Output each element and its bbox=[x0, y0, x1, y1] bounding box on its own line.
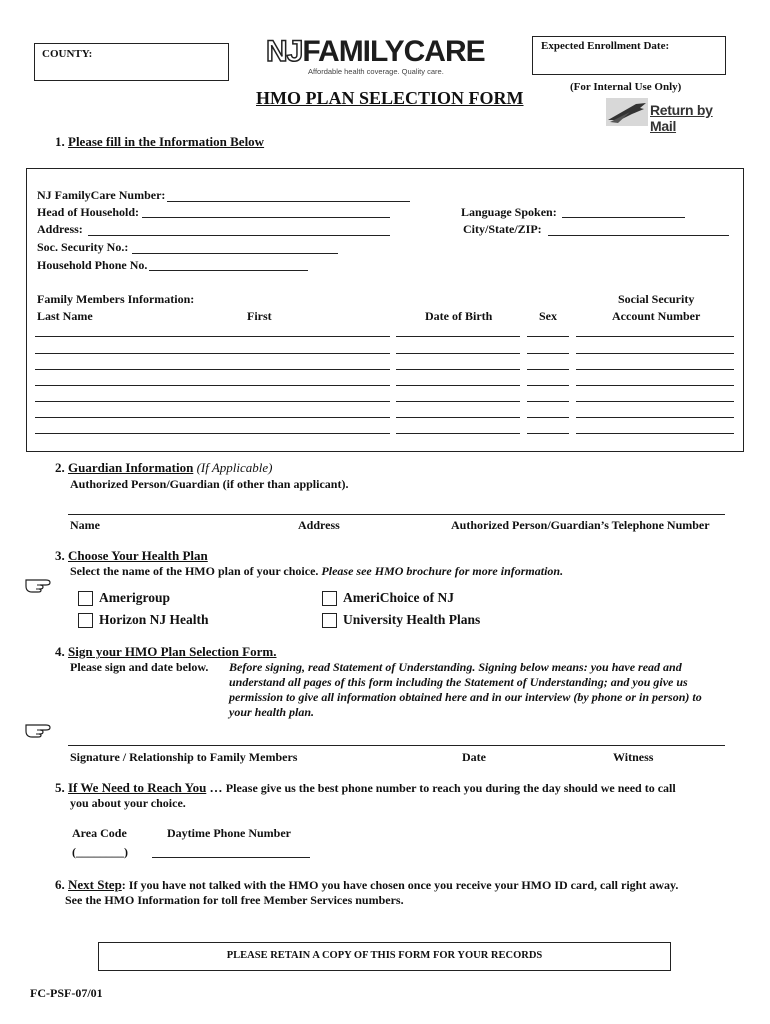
col-first: First bbox=[247, 309, 272, 323]
section1-heading bbox=[55, 134, 264, 150]
ssn-label: Soc. Security No.: bbox=[37, 240, 129, 254]
family-row-dob-line[interactable] bbox=[396, 401, 520, 402]
guardian-phone-label: Authorized Person/Guardian’s Telephone Number bbox=[451, 518, 710, 532]
internal-use-label: (For Internal Use Only) bbox=[570, 81, 682, 93]
section1-title: Please fill in the Information Below bbox=[68, 134, 265, 149]
guardian-line[interactable] bbox=[68, 514, 725, 515]
daytime-phone-line[interactable] bbox=[152, 857, 310, 858]
area-code-label: Area Code bbox=[72, 826, 127, 840]
family-row-sex-line[interactable] bbox=[527, 353, 569, 354]
family-row-last-first-line[interactable] bbox=[35, 433, 390, 434]
family-row-dob-line[interactable] bbox=[396, 385, 520, 386]
head-of-household-label: Head of Household: bbox=[37, 205, 140, 219]
col-sex: Sex bbox=[539, 309, 557, 323]
section4-number: 4. bbox=[55, 644, 65, 659]
expected-enrollment-label: Expected Enrollment Date: bbox=[541, 40, 670, 52]
city-state-zip-line[interactable] bbox=[548, 235, 729, 236]
statement-line-2: understand all pages of this form including the Statement of Understanding; and you give us bbox=[229, 675, 688, 689]
family-row-last-first-line[interactable] bbox=[35, 369, 390, 370]
return-by-mail-label: Return by Mail bbox=[650, 102, 713, 134]
county-label: COUNTY: bbox=[42, 48, 93, 60]
col-ss-line1: Social Security bbox=[618, 292, 695, 306]
family-row-dob-line[interactable] bbox=[396, 369, 520, 370]
americhoice-label: AmeriChoice of NJ bbox=[343, 590, 454, 605]
plan-instruction-text: Select the name of the HMO plan of your choice. bbox=[70, 564, 319, 578]
family-row-last-first-line[interactable] bbox=[35, 417, 390, 418]
horizon-label: Horizon NJ Health bbox=[99, 612, 209, 627]
address-line[interactable] bbox=[88, 235, 390, 236]
language-label: Language Spoken: bbox=[461, 205, 557, 219]
return-by-mail bbox=[606, 97, 738, 134]
pointing-hand-icon bbox=[24, 574, 58, 594]
guardian-address-label: Address bbox=[298, 518, 340, 532]
family-row-sex-line[interactable] bbox=[527, 385, 569, 386]
amerigroup-label: Amerigroup bbox=[99, 590, 170, 605]
section3-heading bbox=[55, 548, 208, 564]
family-row-ssn-line[interactable] bbox=[576, 401, 734, 402]
retain-copy-text: PLEASE RETAIN A COPY OF THIS FORM FOR YOUR RECORDS bbox=[226, 950, 543, 961]
section2-heading bbox=[55, 460, 273, 476]
section5-number: 5. bbox=[55, 780, 65, 795]
section6-text-2: See the HMO Information for toll free Member Services numbers. bbox=[65, 893, 404, 907]
university-label: University Health Plans bbox=[343, 612, 481, 627]
section2-title: Guardian Information bbox=[68, 460, 194, 475]
plan-instruction-italic: Please see HMO brochure for more information. bbox=[321, 564, 564, 578]
nj-number-line[interactable] bbox=[167, 201, 410, 202]
family-row-sex-line[interactable] bbox=[527, 433, 569, 434]
university-checkbox[interactable] bbox=[322, 613, 337, 628]
family-row-last-first-line[interactable] bbox=[35, 385, 390, 386]
section5-text-1: Please give us the best phone number to reach you during the day should we need to call bbox=[225, 781, 676, 795]
family-members-label: Family Members Information: bbox=[37, 292, 195, 306]
col-dob: Date of Birth bbox=[425, 309, 493, 323]
section1-number: 1. bbox=[55, 134, 65, 149]
logo-care: CARE bbox=[403, 35, 485, 68]
guardian-name-label: Name bbox=[70, 518, 100, 532]
family-row-dob-line[interactable] bbox=[396, 353, 520, 354]
statement-line-4: your health plan. bbox=[229, 705, 315, 719]
household-phone-line[interactable] bbox=[149, 270, 308, 271]
section6-title: Next Step bbox=[68, 877, 122, 892]
sign-instruction: Please sign and date below. bbox=[70, 660, 209, 674]
nj-familycare-logo bbox=[266, 35, 502, 81]
family-row-ssn-line[interactable] bbox=[576, 385, 734, 386]
form-title: HMO PLAN SELECTION FORM bbox=[256, 88, 524, 108]
form-code: FC-PSF-07/01 bbox=[30, 986, 103, 1000]
city-state-zip-label: City/State/ZIP: bbox=[463, 222, 542, 236]
pointing-hand-icon bbox=[24, 719, 58, 739]
horizon-checkbox[interactable] bbox=[78, 613, 93, 628]
section6-number: 6. bbox=[55, 877, 65, 892]
section5-ellipsis: … bbox=[206, 780, 226, 795]
section4-heading bbox=[55, 644, 276, 660]
family-row-dob-line[interactable] bbox=[396, 417, 520, 418]
logo-family: FAMILY bbox=[302, 35, 404, 68]
date-label: Date bbox=[462, 750, 486, 764]
section3-title: Choose Your Health Plan bbox=[68, 548, 208, 563]
family-row-ssn-line[interactable] bbox=[576, 353, 734, 354]
family-row-dob-line[interactable] bbox=[396, 336, 520, 337]
family-row-last-first-line[interactable] bbox=[35, 353, 390, 354]
mail-eagle-icon bbox=[606, 98, 648, 126]
amerigroup-checkbox[interactable] bbox=[78, 591, 93, 606]
area-code-blank[interactable]: (________) bbox=[72, 845, 128, 859]
section2-number: 2. bbox=[55, 460, 65, 475]
col-last-name: Last Name bbox=[37, 309, 93, 323]
logo-nj: NJ bbox=[266, 35, 303, 68]
family-row-ssn-line[interactable] bbox=[576, 336, 734, 337]
section6-text-1: : If you have not talked with the HMO you have chosen once you receive your HMO ID card, call right away. bbox=[121, 878, 679, 892]
logo-tagline: Affordable health coverage. Quality care. bbox=[308, 67, 444, 76]
section2-applicable: (If Applicable) bbox=[196, 460, 273, 475]
family-row-ssn-line[interactable] bbox=[576, 433, 734, 434]
household-phone-label: Household Phone No. bbox=[37, 258, 148, 272]
signature-label: Signature / Relationship to Family Members bbox=[70, 750, 298, 764]
family-row-sex-line[interactable] bbox=[527, 417, 569, 418]
section3-number: 3. bbox=[55, 548, 65, 563]
family-row-ssn-line[interactable] bbox=[576, 369, 734, 370]
family-row-last-first-line[interactable] bbox=[35, 401, 390, 402]
statement-line-1: Before signing, read Statement of Understanding. Signing below means: you have read and bbox=[229, 660, 682, 674]
family-row-dob-line[interactable] bbox=[396, 433, 520, 434]
language-line[interactable] bbox=[562, 217, 685, 218]
section5-title: If We Need to Reach You bbox=[68, 780, 207, 795]
family-row-sex-line[interactable] bbox=[527, 336, 569, 337]
daytime-phone-label: Daytime Phone Number bbox=[167, 826, 291, 840]
plan-instruction bbox=[70, 564, 563, 579]
nj-number-label: NJ FamilyCare Number: bbox=[37, 188, 166, 202]
americhoice-checkbox[interactable] bbox=[322, 591, 337, 606]
section4-title: Sign your HMO Plan Selection Form. bbox=[68, 644, 277, 659]
family-row-last-first-line[interactable] bbox=[35, 336, 390, 337]
section6-heading bbox=[55, 877, 678, 893]
col-ss-line2: Account Number bbox=[612, 309, 701, 323]
witness-label: Witness bbox=[613, 750, 654, 764]
signature-line[interactable] bbox=[68, 745, 725, 746]
section5-heading bbox=[55, 780, 676, 796]
section5-text-2: you about your choice. bbox=[70, 796, 186, 810]
statement-line-3: permission to give all information obtained here and in our interview (by phone or in person) to bbox=[229, 690, 702, 704]
guardian-subtitle: Authorized Person/Guardian (if other than applicant). bbox=[70, 477, 349, 491]
family-row-sex-line[interactable] bbox=[527, 369, 569, 370]
family-row-ssn-line[interactable] bbox=[576, 417, 734, 418]
head-of-household-line[interactable] bbox=[142, 217, 390, 218]
address-label: Address: bbox=[37, 222, 83, 236]
ssn-line[interactable] bbox=[132, 253, 338, 254]
family-row-sex-line[interactable] bbox=[527, 401, 569, 402]
